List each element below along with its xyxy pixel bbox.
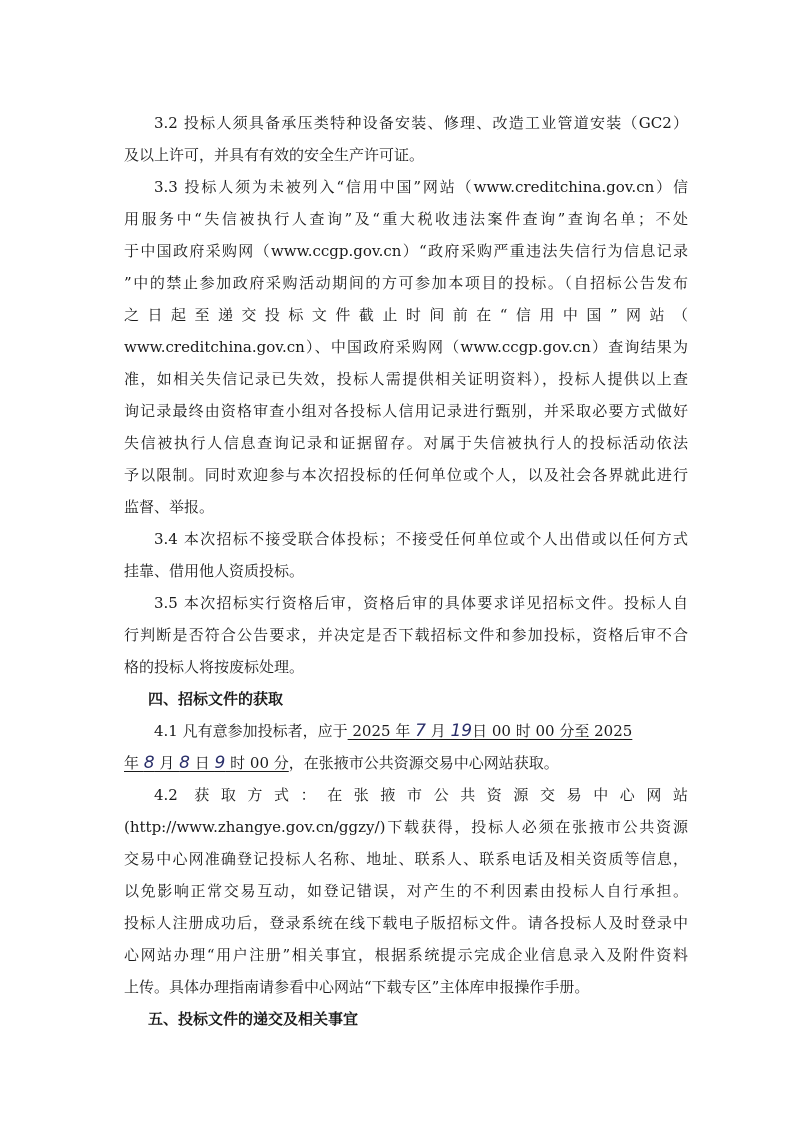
section-heading-5: 五、投标文件的递交及相关事宜 [148,1010,359,1028]
para-3-3-line-6: www.creditchina.gov.cn）、中国政府采购网（www.ccgp.gov.cn）查询结果为 [124,338,688,356]
para-4-2-line-5: 投标人注册成功后，登录系统在线下载电子版招标文件。请各投标人及时登录中 [124,914,688,932]
para-4-2-line-1: 4.2 获取方式：在张掖市公共资源交易中心网站 [154,786,688,804]
para-3-3-line-10: 予以限制。同时欢迎参与本次招投标的任何单位或个人，以及社会各界就此进行 [124,466,688,484]
end-time-rest: 时 00 分 [225,754,289,772]
para-3-3-line-1: 3.3 投标人须为未被列入“信用中国”网站（www.creditchina.gov.cn）信 [154,178,688,196]
para-3-2-line-1: 3.2 投标人须具备承压类特种设备安装、修理、改造工业管道安装（GC2） [154,114,688,132]
para-4-1-intro: 4.1 凡有意参加投标者，应于 [154,722,348,740]
para-4-1-line-2 [124,753,688,773]
para-3-3-line-3: 于中国政府采购网（www.ccgp.gov.cn）“政府采购严重违法失信行为信息记录 [124,242,688,260]
start-month-handwritten: 7 [415,721,426,741]
end-month-label: 月 [154,754,180,772]
para-3-3-line-2: 用服务中“失信被执行人查询”及“重大税收违法案件查询”查询名单；不处 [124,210,688,228]
para-4-2-line-4: 以免影响正常交易互动，如登记错误，对产生的不利因素由投标人自行承担。 [124,882,688,900]
para-3-5-line-1: 3.5 本次招标实行资格后审，资格后审的具体要求详见招标文件。投标人自 [154,594,688,612]
para-3-4-line-1: 3.4 本次招标不接受联合体投标；不接受任何单位或个人出借或以任何方式 [154,530,688,548]
para-3-3-line-9: 失信被执行人信息查询记录和证据留存。对属于失信被执行人的投标活动依法 [124,434,688,452]
para-3-3-line-5: 之日起至递交投标文件截止时间前在“信用中国”网站（ [124,306,688,324]
end-day-handwritten: 8 [179,753,190,773]
end-day-label: 日 [189,754,215,772]
para-3-3-line-7: 准，如相关失信记录已失效，投标人需提供相关证明资料），投标人提供以上查 [124,370,688,388]
para-3-3-line-8: 询记录最终由资格审查小组对各投标人信用记录进行甄别，并采取必要方式做好 [124,402,688,420]
para-4-2-line-2: (http://www.zhangye.gov.cn/ggzy/)下载获得，投标人必须在张掖市公共资源 [124,818,688,836]
section-heading-4: 四、招标文件的获取 [148,690,284,708]
month-label: 月 [425,722,451,740]
para-3-5-line-3: 格的投标人将按废标处理。 [124,658,305,676]
para-3-5-line-2: 行判断是否符合公告要求，并决定是否下载招标文件和参加投标，资格后审不合 [124,626,688,644]
end-month-handwritten: 8 [143,753,155,773]
end-hour-handwritten: 9 [214,753,226,773]
para-3-4-line-2: 挂靠、借用他人资质投标。 [124,562,305,580]
para-4-1-tail: ，在张掖市公共资源交易中心网站获取。 [288,754,559,772]
start-day-handwritten: 19 [450,721,473,741]
para-4-2-line-6: 心网站办理“用户注册”相关事宜，根据系统提示完成企业信息录入及附件资料 [124,946,688,964]
para-3-3-line-4: ”中的禁止参加政府采购活动期间的方可参加本项目的投标。（自招标公告发布 [124,274,688,292]
start-time-rest: 日 00 时 00 分至 2025 [472,722,633,740]
start-year: 2025 年 [347,722,416,740]
para-3-3-line-11: 监督、举报。 [124,498,215,516]
para-4-2-line-7: 上传。具体办理指南请参看中心网站“下载专区”主体库申报操作手册。 [124,978,590,996]
para-4-2-line-3: 交易中心网准确登记投标人名称、地址、联系人、联系电话及相关资质等信息， [124,850,688,868]
end-year-label: 年 [124,754,144,772]
start-date-field [348,722,633,740]
end-date-field [124,754,289,772]
para-3-2-line-2: 及以上许可，并具有有效的安全生产许可证。 [124,146,425,164]
para-4-1-line-1 [154,721,688,741]
